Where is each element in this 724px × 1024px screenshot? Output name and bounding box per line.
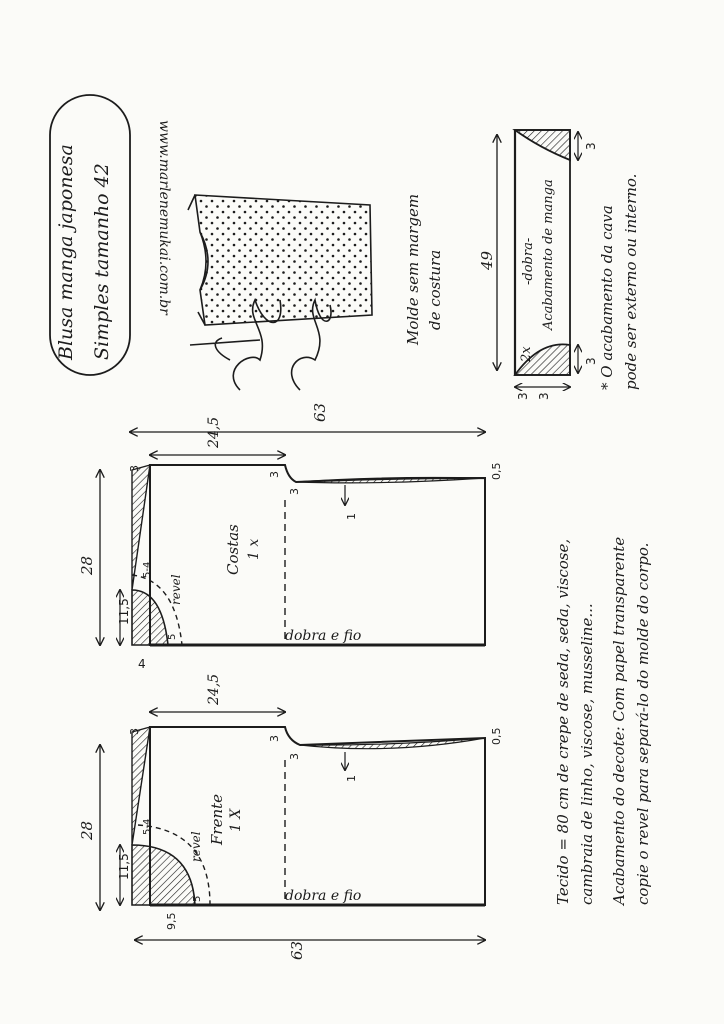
blouse-outline bbox=[195, 195, 372, 325]
back-neck-offset: 4 bbox=[138, 657, 146, 671]
front-shoulder-drop: 3 bbox=[128, 728, 141, 735]
front-width: 28 bbox=[78, 820, 96, 840]
fabric-notes-line-1: Tecido = 80 cm de crepe de seda, seda, viscose, bbox=[554, 538, 572, 905]
back-piece bbox=[100, 432, 485, 645]
front-piece-name: Frente bbox=[208, 793, 226, 845]
fabric-notes-line-3: Acabamento do decote: Com papel transparente bbox=[610, 536, 628, 905]
back-piece-count: 1 x bbox=[246, 538, 262, 560]
back-total-length: 63 bbox=[311, 402, 329, 422]
back-width: 28 bbox=[78, 555, 96, 575]
title-block bbox=[50, 95, 130, 375]
front-armhole-drop: 3 bbox=[268, 735, 281, 742]
front-facing-width-a: 5 bbox=[192, 895, 203, 902]
sleeve-finish-length: 49 bbox=[478, 250, 496, 270]
back-facing-label: revel bbox=[169, 574, 183, 605]
sleeve-note-line-1: * O acabamento da cava bbox=[598, 205, 616, 390]
title-line-2: Simples tamanho 42 bbox=[91, 163, 113, 360]
sleeve-finish-fold: -dobra- bbox=[521, 237, 536, 285]
website-url: www.marlenemukai.com.br bbox=[156, 120, 172, 315]
front-side-curve: 1 bbox=[345, 775, 358, 782]
sleeve-finish-end-c: 3 bbox=[516, 392, 530, 400]
no-seam-note-line-2: de costura bbox=[426, 249, 444, 330]
front-hem-step: 0,5 bbox=[490, 727, 503, 745]
back-neck-depth: 11,5 bbox=[117, 598, 131, 625]
front-fold-label: dobra e fio bbox=[285, 888, 362, 904]
signature-stroke-3 bbox=[190, 338, 260, 360]
front-neck-depth: 11,5 bbox=[117, 853, 131, 880]
sleeve-finish-end-b: 3 bbox=[584, 357, 598, 365]
back-shoulder-length: 24,5 bbox=[206, 416, 222, 448]
back-neck-facing bbox=[132, 590, 168, 645]
front-piece-count: 1 X bbox=[228, 808, 244, 832]
back-fold-label: dobra e fio bbox=[285, 628, 362, 644]
front-piece bbox=[100, 712, 485, 940]
front-shoulder-length: 24,5 bbox=[206, 673, 222, 705]
front-total-length: 63 bbox=[288, 940, 306, 960]
back-side-curve: 1 bbox=[345, 513, 358, 520]
sleeve-finish-end-d: 3 bbox=[537, 392, 551, 400]
back-piece-name: Costas bbox=[224, 524, 242, 575]
fabric-notes-line-4: copie o revel para separá-lo do molde do corpo. bbox=[634, 542, 652, 905]
back-facing-width-a: 5 bbox=[167, 633, 178, 640]
fabric-notes bbox=[554, 537, 652, 907]
front-facing-width-b: 5-4 bbox=[142, 818, 153, 835]
sleeve-note-line-2: pode ser externo ou interno. bbox=[622, 173, 640, 390]
blouse-sleeve-left bbox=[188, 195, 195, 210]
sleeve-finish-end-a: 3 bbox=[584, 142, 598, 150]
back-sleeve-drop: 3 bbox=[288, 488, 301, 495]
back-shoulder-drop: 3 bbox=[128, 465, 141, 472]
sleeve-finish-count: 2x bbox=[519, 346, 534, 362]
front-piece-outline bbox=[150, 727, 485, 905]
front-neck-width: 9,5 bbox=[165, 912, 178, 930]
front-neck-facing bbox=[132, 845, 195, 905]
back-hem-step: 0,5 bbox=[490, 462, 503, 480]
back-armhole-drop: 3 bbox=[268, 471, 281, 478]
back-side-hatch bbox=[296, 478, 485, 483]
sleeve-finish-piece bbox=[497, 130, 578, 387]
sleeve-finish-hatch-top bbox=[515, 130, 570, 160]
sleeve-finish-label: Acabamento de manga bbox=[541, 179, 556, 330]
front-facing-label: revel bbox=[189, 831, 203, 862]
no-seam-note-line-1: Molde sem margem bbox=[404, 193, 422, 345]
back-facing-width-b: 5-4 bbox=[142, 561, 153, 578]
front-sleeve-drop: 3 bbox=[288, 753, 301, 760]
title-line-1: Blusa manga japonesa bbox=[55, 144, 77, 360]
fabric-notes-line-2: cambraia de linho, viscose, musseline... bbox=[578, 603, 596, 905]
back-piece-outline bbox=[150, 465, 485, 645]
